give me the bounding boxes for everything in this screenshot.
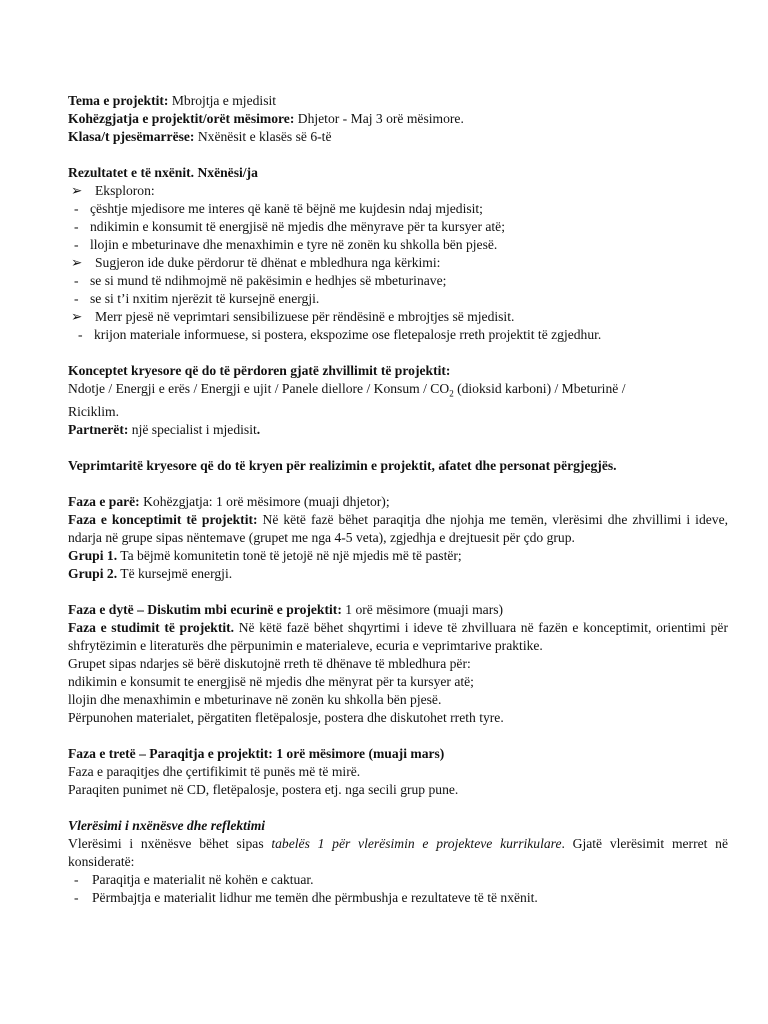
list-item: - ndikimin e konsumit të energjisë në mjedis dhe mënyrave për ta kursyer atë; [74,219,505,234]
bullet-merr: ➢ Merr pjesë në veprimtari sensibilizuese për rëndësinë e mbrojtjes së mjedisit. [71,309,515,324]
list-item: - se si mund të ndihmojmë në pakësimin e hedhjes së mbeturinave; [74,273,447,288]
bullet-eksploron: ➢ Eksploron: [71,183,155,198]
list-item: - llojin e mbeturinave dhe menaxhimin e tyre në zonën ku shkolla bën pjesë. [74,237,498,252]
list-item: - çështje mjedisore me interes që kanë të bëjnë me kujdesin ndaj mjedisit; [74,201,483,216]
text-line: ndikimin e konsumit te energjisë në mjedis dhe mënyrat për ta kursyer atë; [68,673,474,689]
list-item: - Paraqitja e materialit në kohën e caktuar. [74,871,314,887]
dash-bullet-icon: - [78,327,83,342]
arrow-bullet-icon: ➢ [71,309,83,324]
dash-bullet-icon: - [74,889,79,905]
klasa-value: Nxënësit e klasës së 6-të [194,129,332,144]
klasa-label: Klasa/t pjesëmarrëse: [68,129,195,144]
partneret-line: Partnerët: një specialist i mjedisit. [68,421,261,437]
veprimtarite-heading: Veprimtaritë kryesore që do të kryen për realizimin e projektit, afatet dhe personat përgjegjës. [68,457,617,473]
text-line: Faza e paraqitjes dhe çertifikimit të punës më të mirë. [68,763,361,779]
faza-dyte-line: Faza e dytë – Diskutim mbi ecurinë e projektit: 1 orë mësimore (muaji mars) [68,601,504,617]
klasa-line [68,128,728,146]
konceptet-line: Ndotje / Energji e erës / Energji e ujit / Panele diellore / Konsum / $CO_2$ (dioksid karboni) / Mbeturinë / [68,381,626,399]
dash-bullet-icon: - [74,273,79,288]
rezultatet-heading: Rezultatet e të nxënit. Nxënësi/ja [68,165,258,180]
arrow-bullet-icon: ➢ [71,183,83,198]
faza-konceptimit-paragraph: Faza e konceptimit të projektit: Në këtë fazë bëhet paraqitja dhe njohja me temën, vlerësimi dhe zhvillimi i ideve, ndarja në grupe sipas nëntemave (grupet me nga 4-5 veta), zgjedhja e drejtuesit për çdo grup. [68,511,729,545]
arrow-bullet-icon: ➢ [71,255,83,270]
konceptet-line-2: Riciklim. [68,403,119,419]
faza-pare-line: Faza e parë: Kohëzgjatja: 1 orë mësimore (muaji dhjetor); [68,493,390,509]
text-line: Përpunohen materialet, përgatiten fletëpalosje, postera dhe diskutohet rreth tyre. [68,709,504,725]
dash-bullet-icon: - [74,291,79,306]
grupi-2-line: Grupi 2. Të kursejmë energji. [68,565,233,581]
dash-bullet-icon: - [74,871,79,887]
dash-bullet-icon: - [74,237,79,252]
faza-studimit-paragraph: Faza e studimit të projektit. Në këtë fazë bëhet shqyrtimi i ideve të zhvilluara në fazën e konceptimit, orientimi për shfrytëzimin e literaturës dhe përpunimin e materialeve, ecuria e veprimtarive praktike. [68,619,728,653]
kohezgjatja-value: Dhjetor - Maj 3 orë mësimore. [294,111,464,126]
list-item: - Përmbajtja e materialit lidhur me temën dhe përmbushja e rezultateve të të nxënit. [74,889,538,905]
tema-line [68,92,728,110]
dash-bullet-icon: - [74,201,79,216]
konceptet-heading: Konceptet kryesore që do të përdoren gjatë zhvillimit të projektit: [68,363,451,378]
tema-label: Tema e projektit: [68,93,169,108]
document-page [68,92,728,907]
list-item: - krijon materiale informuese, si postera, ekspozime ose fletepalosje rreth projektit të zgjedhur. [78,327,602,342]
bullet-sugjeron: ➢ Sugjeron ide duke përdorur të dhënat e mbledhura nga kërkimi: [71,255,441,270]
faza-trete-heading: Faza e tretë – Paraqitja e projektit: 1 orë mësimore (muaji mars) [68,745,445,761]
dash-bullet-icon: - [74,219,79,234]
vleresimi-paragraph: Vlerësimi i nxënësve bëhet sipas tabelës 1 për vlerësimin e projekteve kurrikulare. Gjatë vlerësimit merret në konsideratë: [68,835,729,869]
text-line: Grupet sipas ndarjes së bërë diskutojnë rreth të dhënave të mbledhura për: [68,655,471,671]
text-line: llojin dhe menaxhimin e mbeturinave në zonën ku shkolla bën pjesë. [68,691,442,707]
list-item: - se si t’i nxitim njerëzit të kursejnë energji. [74,291,320,306]
kohezgjatja-line [68,110,728,128]
text-line: Paraqiten punimet në CD, fletëpalosje, postera etj. nga secili grup pune. [68,781,459,797]
kohezgjatja-label: Kohëzgjatja e projektit/orët mësimore: [68,111,295,126]
tema-value: Mbrojtja e mjedisit [168,93,277,108]
grupi-1-line: Grupi 1. Ta bëjmë komunitetin tonë të jetojë në një mjedis më të pastër; [68,547,462,563]
vleresimi-heading: Vlerësimi i nxënësve dhe reflektimi [68,817,266,833]
